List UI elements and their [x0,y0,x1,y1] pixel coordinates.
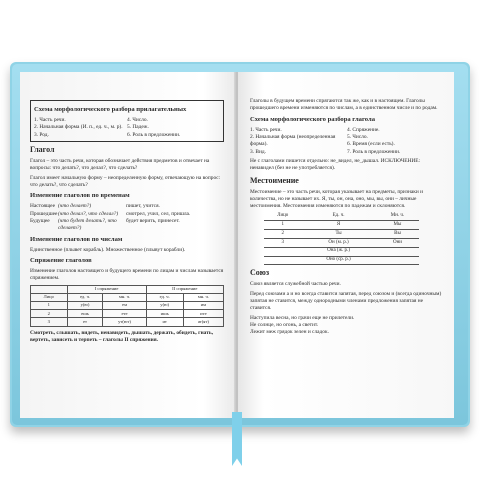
conjugation-table: I спряжение II спряжение Лицо ед. ч. мн. ч. ед. ч. мн. ч. 1 у(ю) ем у(ю) им 2 ешь ете ишь ите 3 ет ут(ют) ит ат(ят) [30,285,224,327]
table-row: 1 у(ю) ем у(ю) им [31,301,224,309]
union-example: Лежит меж грядок зелен и сладок. [250,329,329,336]
schema-item: 4. Спряжение. [347,126,380,133]
left-page [20,72,236,418]
schema-item: 5. Падеж. [127,124,149,131]
bookmark-ribbon [232,412,242,466]
tense-row: Будущее (что будет делать?, что сделает?) будет верить, принесет. [30,217,180,232]
right-page [238,72,454,418]
union-heading: Союз [250,268,270,278]
adjective-schema-title: Схема морфологического разбора прилагательных [34,106,187,113]
table-row: 3 ет ут(ют) ит ат(ят) [31,318,224,326]
table-row: 2 ешь ете ишь ите [31,310,224,318]
tense-heading: Изменение глаголов по временам [30,192,130,200]
schema-item: 3. Вид. [250,148,266,155]
left-page-content [30,100,224,346]
verb-schema-title: Схема морфологического разбора глагола [250,115,376,123]
future-tense-text: Глаголы в будущем времени спрягаются так же, как и в настоящем. Глаголы прошедшего времени изменяются по числам, а в единственном числе и по родам. [250,98,438,112]
tense-row: Прошедшее (что делал?, что сделал?) смотрел, учил, сел, пришла. [30,210,191,217]
conjugation-heading: Спряжение глаголов [30,256,92,264]
schema-item: 1. Часть речи. [34,116,66,123]
conjugation-text: Изменение глаголов настоящего и будущего времени по лицам и числам называется спряжением. [30,267,224,282]
schema-item: 3. Род. [34,131,49,138]
exceptions-text: Смотреть, слышать, видеть, ненавидеть, дышать, держать, обидеть, гнать, вертеть, зависеть и терпеть – глаголы II спряжения. [30,329,214,344]
pronoun-definition: Местоимение – это часть речи, которая указывает на предметы, признаки и количества, но не называет их. Я, ты, он, она, оно, мы, вы, они – личные местоимения. Местоимения изменяются по падежам и склоняются. [250,188,423,210]
verb-schema-list [250,127,444,156]
union-definition: Союз является служебной частью речи. [250,281,341,288]
schema-item: 1. Часть речи. [250,126,282,133]
union-example: Не солнце, но огонь, а светит. [250,321,319,328]
schema-item: 7. Роль в предложении. [347,148,401,155]
table-row: Она (ж. р.) [264,247,419,256]
schema-item: 6. Время (если есть). [347,141,395,148]
union-rule: Перед союзами а и но всегда ставится запятая, перед союзом и (всегда одиночным) запятая не ставится, между однородными членами предложения запятая не ставится. [250,290,442,312]
tense-row: Настоящее (что делает?) пишет, учится. [30,203,160,210]
verb-heading: Глагол [30,144,55,154]
verb-infinitive: Глагол имеет начальную форму – неопределенную форму, отвечающую на вопрос: что делать?, что сделать? [30,174,221,188]
table-row: 2 Ты Вы [264,230,419,239]
table-row: 1 Я Мы [264,221,419,230]
pronoun-heading: Местоимение [250,175,299,185]
schema-item: 5. Число. [347,133,368,140]
verb-definition: Глагол – это часть речи, которая обозначает действия предметов и отвечает на вопросы: что делать?, что делал?, что сделать? [30,157,210,172]
union-example: Наступила весна, но грачи еще не прилетели. [250,314,355,321]
schema-item: 4. Число. [127,116,148,123]
ne-rule-text: Не с глаголами пишется отдельно: не_видел, не_дышал. ИСКЛЮЧЕНИЕ: ненавидел (без не не употребляется). [250,158,421,172]
pronoun-table: Лицо Ед. ч. Мн. ч. 1 Я Мы 2 Ты Вы 3 Он (м. р.) Они Она (ж. р.) Оно (ср. р.) [264,213,419,266]
number-heading: Изменение глаголов по числам [30,235,123,243]
schema-item: 2. Начальная форма (И. п., ед. ч., м. р). [34,124,123,131]
table-row: Оно (ср. р.) [264,256,419,265]
adjective-schema-box [30,100,224,142]
right-page-content [250,98,444,337]
table-row: 3 Он (м. р.) Они [264,239,419,248]
schema-item: 2. Начальная форма (неопределенная форма). [250,133,336,148]
number-text: Единственное (плывет корабль). Множественное (плывут корабли). [30,246,186,253]
schema-item: 6. Роль в предложении. [127,131,181,138]
